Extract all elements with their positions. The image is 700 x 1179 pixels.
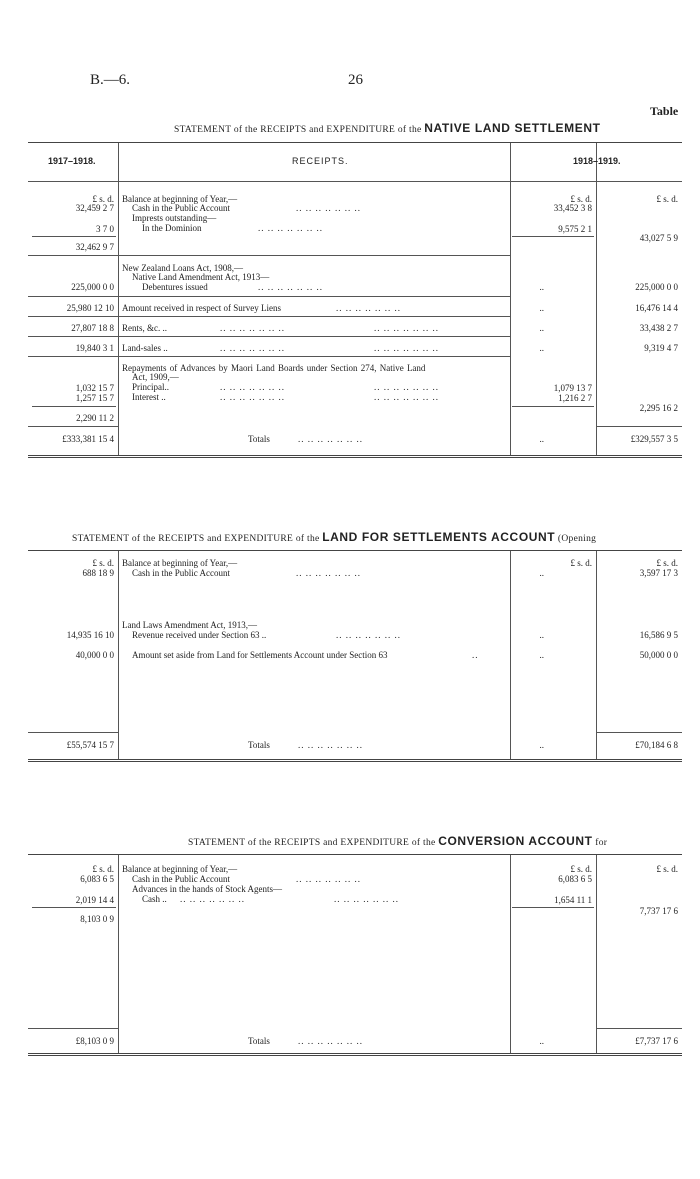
row-rule (28, 426, 118, 427)
leader-dots: .. .. .. .. .. .. .. (258, 282, 323, 292)
amount-item: 1,654 11 1 (554, 895, 592, 905)
leader-dots: .. .. .. .. .. .. .. (336, 630, 401, 640)
row-rule (28, 336, 511, 337)
table3-divider (596, 855, 597, 1053)
table-row-desc: Interest .. (132, 392, 166, 402)
page-number: 26 (348, 72, 363, 88)
row-rule (28, 1028, 118, 1029)
amount-1918-item: 33,452 3 8 (553, 203, 592, 213)
amount-1918-item: .. (539, 303, 544, 313)
table2-divider (596, 551, 597, 759)
table1-frame (28, 142, 682, 458)
amount-opening: 6,083 6 5 (80, 874, 114, 884)
amount-total: 7,737 17 6 (639, 906, 678, 916)
amount-1917: 25,980 12 10 (66, 303, 114, 313)
leader-dots: .. .. .. .. .. .. .. (334, 894, 399, 904)
amount-1918-item: 1,079 13 7 (553, 383, 592, 393)
leader-dots: .. .. .. .. .. .. .. (298, 434, 363, 444)
subtotal-rule (32, 406, 116, 407)
amount-1917: 27,807 18 8 (71, 323, 114, 333)
table-row-desc: Revenue received under Section 63 .. (132, 630, 267, 640)
amount-1917-subtotal: 32,462 9 7 (75, 242, 114, 252)
total-item: .. (539, 740, 544, 750)
total-1918: £329,557 3 5 (630, 434, 678, 444)
amount-1918-total: 43,027 5 9 (639, 233, 678, 243)
row-rule (28, 296, 511, 297)
total-1918-item: .. (539, 434, 544, 444)
table-row-desc: Balance at beginning of Year,— (122, 558, 238, 568)
leader-dots: .. .. .. .. .. .. .. (374, 382, 439, 392)
leader-dots: .. .. .. .. .. .. .. (374, 323, 439, 333)
totals-label: Totals (248, 434, 270, 444)
amount-1917: 225,000 0 0 (71, 282, 114, 292)
total-1917: £333,381 15 4 (62, 434, 114, 444)
table-row-desc: Cash .. (142, 894, 167, 904)
lsd-heading: £ s. d. (656, 194, 678, 204)
amount-item: .. (539, 568, 544, 578)
table-row-desc: Act, 1909,— (132, 372, 179, 382)
table-row-desc: New Zealand Loans Act, 1908,— (122, 263, 243, 273)
table3-divider (118, 855, 119, 1053)
amount-subtotal: 8,103 0 9 (80, 914, 114, 924)
leader-dots: .. .. .. .. .. .. .. (298, 1036, 363, 1046)
table1-col-receipts: RECEIPTS. (292, 156, 349, 166)
row-rule (28, 316, 511, 317)
amount-1917-subtotal: 2,290 11 2 (76, 413, 114, 423)
lsd-heading: £ s. d. (92, 558, 114, 568)
leader-dots: .. .. .. .. .. .. .. (296, 874, 361, 884)
table1-title: STATEMENT of the RECEIPTS and EXPENDITURE of the NATIVE LAND SETTLEMENT (174, 121, 601, 135)
amount-1918-total: 33,438 2 7 (639, 323, 678, 333)
table1-col-1917: 1917–1918. (48, 156, 96, 166)
table2-divider (510, 551, 511, 759)
table-row-desc: Repayments of Advances by Maori Land Boards under Section 274, Native Land (122, 363, 426, 373)
amount-1917: 1,257 15 7 (75, 393, 114, 403)
leader-dots: .. .. .. .. .. .. .. (298, 740, 363, 750)
amount-total: 3,597 17 3 (639, 568, 678, 578)
table-row-desc: Debentures issued (142, 282, 208, 292)
table-row-desc: Rents, &c. .. (122, 323, 167, 333)
table-row-desc: Land Laws Amendment Act, 1913,— (122, 620, 257, 630)
total-amount: £70,184 6 8 (635, 740, 678, 750)
amount-1918-total: 225,000 0 0 (635, 282, 678, 292)
subtotal-rule (512, 406, 594, 407)
lsd-heading: £ s. d. (570, 558, 592, 568)
amount-1918-item: 9,575 2 1 (558, 224, 592, 234)
amount-item: .. (539, 630, 544, 640)
amount-total: 50,000 0 0 (639, 650, 678, 660)
table-row-desc: Amount received in respect of Survey Liens (122, 303, 281, 313)
table-row-desc: Cash in the Public Account (132, 203, 230, 213)
table1-divider (510, 143, 511, 455)
totals-label: Totals (248, 740, 270, 750)
lsd-heading: £ s. d. (656, 558, 678, 568)
table-row-desc: Principal.. (132, 382, 169, 392)
table1-divider (118, 143, 119, 455)
table1-header-rule (28, 181, 682, 182)
amount-1918-item: .. (539, 343, 544, 353)
amount-1917: 1,032 15 7 (75, 383, 114, 393)
table1-col-1918: 1918–1919. (573, 156, 621, 166)
leader-dots: .. .. .. .. .. .. .. (220, 392, 285, 402)
amount-opening: 2,019 14 4 (75, 895, 114, 905)
leader-dots: .. .. .. .. .. .. .. (220, 343, 285, 353)
leader-dots: .. .. .. .. .. .. .. (336, 303, 401, 313)
total-item: .. (539, 1036, 544, 1046)
row-rule (596, 732, 682, 733)
amount-opening: 14,935 16 10 (66, 630, 114, 640)
table-row-desc: Imprests outstanding— (132, 213, 217, 223)
amount-1918-total: 16,476 14 4 (635, 303, 678, 313)
total-opening: £8,103 0 9 (75, 1036, 114, 1046)
amount-1917: 32,459 2 7 (75, 203, 114, 213)
amount-1918-total: 2,295 16 2 (639, 403, 678, 413)
leader-dots: .. .. .. .. .. .. .. (220, 382, 285, 392)
amount-1917: 3 7 0 (96, 224, 114, 234)
amount-total: 16,586 9 5 (639, 630, 678, 640)
row-rule (28, 732, 118, 733)
table-row-desc: Land-sales .. (122, 343, 168, 353)
amount-1917: 19,840 3 1 (75, 343, 114, 353)
lsd-heading: £ s. d. (92, 194, 114, 204)
leader-dots: .. .. .. .. .. .. .. (374, 392, 439, 402)
table-row-desc: Amount set aside from Land for Settlements Account under Section 63 (132, 650, 388, 660)
lsd-heading: £ s. d. (656, 864, 678, 874)
table-row-desc: Advances in the hands of Stock Agents— (132, 884, 282, 894)
subtotal-rule (512, 236, 594, 237)
table-row-desc: In the Dominion (142, 223, 202, 233)
table-row-desc: Native Land Amendment Act, 1913— (132, 272, 270, 282)
amount-1918-total: 9,319 4 7 (644, 343, 678, 353)
subtotal-rule (512, 907, 594, 908)
subtotal-rule (32, 907, 116, 908)
leader-dots: .. .. .. .. .. .. .. (374, 343, 439, 353)
leader-dots: .. .. .. .. .. .. .. (180, 894, 245, 904)
totals-label: Totals (248, 1036, 270, 1046)
amount-opening: 688 18 9 (82, 568, 114, 578)
row-rule (28, 255, 511, 256)
total-amount: £7,737 17 6 (635, 1036, 678, 1046)
amount-1918-item: .. (539, 282, 544, 292)
document-reference: B.—6. (90, 72, 131, 88)
leader-dots: .. .. .. .. .. .. .. (220, 323, 285, 333)
amount-item: 6,083 6 5 (558, 874, 592, 884)
lsd-heading: £ s. d. (570, 194, 592, 204)
lsd-heading: £ s. d. (92, 864, 114, 874)
table-label: Table (650, 104, 679, 118)
table-row-desc: Cash in the Public Account (132, 568, 230, 578)
table1-divider (596, 143, 597, 455)
leader-dots: .. .. .. .. .. .. .. (296, 203, 361, 213)
table-row-desc: Cash in the Public Account (132, 874, 230, 884)
leader-dots: .. (472, 650, 479, 660)
row-rule (28, 356, 511, 357)
amount-1918-item: .. (539, 323, 544, 333)
amount-opening: 40,000 0 0 (75, 650, 114, 660)
table2-divider (118, 551, 119, 759)
row-rule (596, 426, 682, 427)
table2-title: STATEMENT of the RECEIPTS and EXPENDITURE of the LAND FOR SETTLEMENTS ACCOUNT (Opening (72, 530, 597, 544)
total-opening: £55,574 15 7 (66, 740, 114, 750)
subtotal-rule (32, 236, 116, 237)
table3-title: STATEMENT of the RECEIPTS and EXPENDITURE of the CONVERSION ACCOUNT for (188, 834, 608, 848)
leader-dots: .. .. .. .. .. .. .. (258, 223, 323, 233)
table3-frame (28, 854, 682, 1056)
leader-dots: .. .. .. .. .. .. .. (296, 568, 361, 578)
row-rule (596, 1028, 682, 1029)
lsd-heading: £ s. d. (570, 864, 592, 874)
amount-item: .. (539, 650, 544, 660)
amount-1918-item: 1,216 2 7 (558, 393, 592, 403)
table3-divider (510, 855, 511, 1053)
table-row-desc: Balance at beginning of Year,— (122, 864, 238, 874)
table-row-desc: Balance at beginning of Year,— (122, 194, 238, 204)
